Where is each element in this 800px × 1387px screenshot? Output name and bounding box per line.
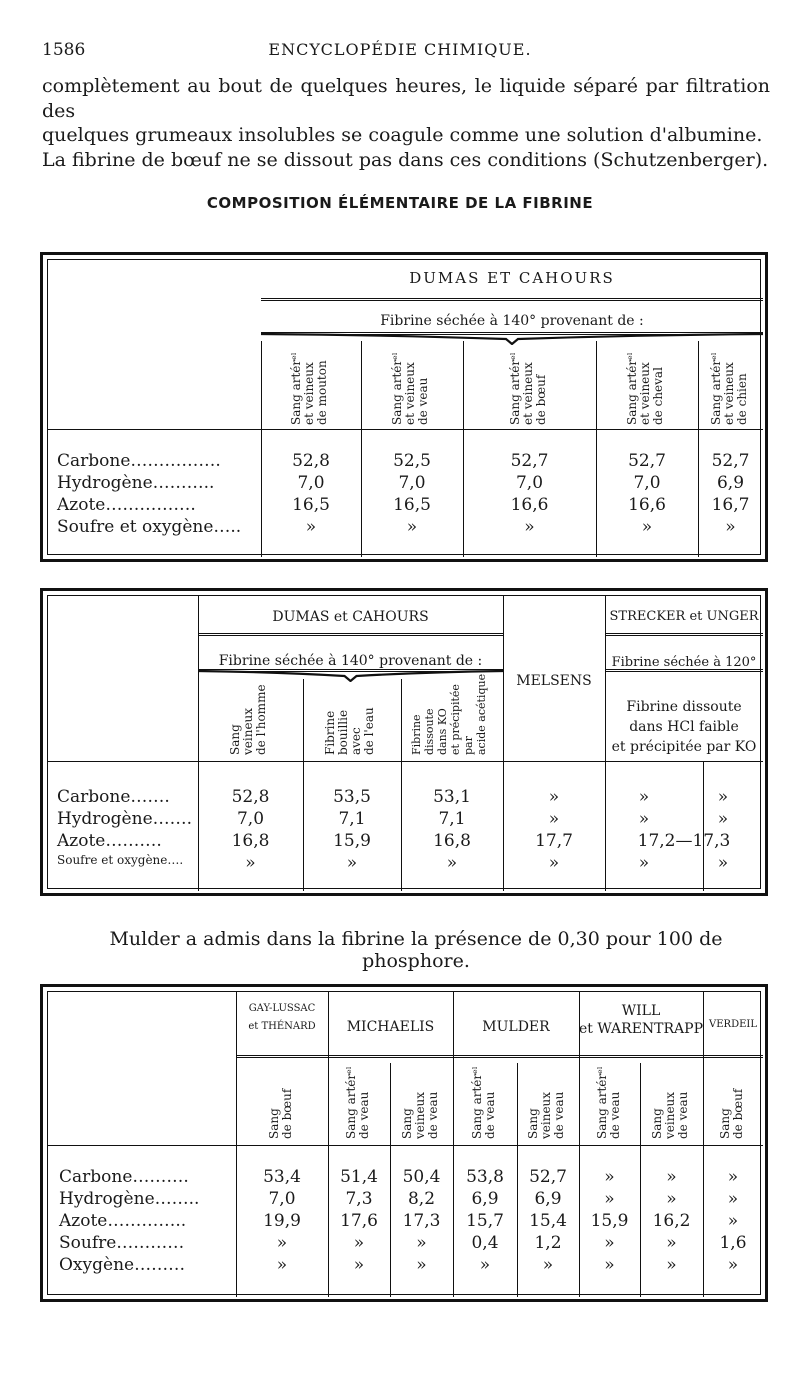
cell-value: 16,8 xyxy=(231,831,270,851)
group-header: MELSENS xyxy=(516,673,592,689)
cell-value: 7,3 xyxy=(345,1189,373,1209)
cell-value: » xyxy=(604,1167,615,1187)
column-header-line: Sang artérᵉˡ xyxy=(625,352,639,425)
column-header xyxy=(527,1069,566,1139)
column-header-line: Sang xyxy=(526,1108,540,1139)
cell-value: 16,5 xyxy=(393,495,431,515)
column-header xyxy=(509,343,548,425)
cell-value: » xyxy=(604,1233,615,1253)
column-header-line: veineux xyxy=(412,1091,427,1139)
cell-value: » xyxy=(353,1255,365,1275)
column-header-line: veineux xyxy=(662,1091,677,1139)
row-label: Hydrogène……….. xyxy=(57,473,215,493)
column-header: Fibrine dissoute xyxy=(626,699,742,715)
column-header-line: Sang xyxy=(228,724,242,755)
column-header-line: dissoute xyxy=(423,708,436,755)
cell-value: 16,2 xyxy=(652,1211,691,1231)
column-header-line: de veau xyxy=(416,377,430,425)
mulder-note: Mulder a admis dans la fibrine la présence de 0,30 pour 100 de phosphore. xyxy=(109,928,723,972)
cell-value: » xyxy=(548,787,560,807)
column-header xyxy=(324,679,376,755)
column-header xyxy=(229,679,268,755)
cell-value: 16,8 xyxy=(433,831,471,851)
cell-value: 52,7 xyxy=(628,451,666,471)
cell-value: 52,7 xyxy=(529,1167,567,1187)
cell-value: 52,7 xyxy=(510,451,549,471)
column-header: et précipitée par KO xyxy=(611,739,757,755)
cell-value: 16,5 xyxy=(292,495,330,515)
cell-value: 15,9 xyxy=(590,1211,629,1231)
sub-header: Fibrine séchée à 120° xyxy=(611,655,757,670)
column-header-line: de veau xyxy=(675,1091,690,1139)
cell-value: » xyxy=(727,1167,739,1187)
cell-value: 51,4 xyxy=(340,1167,378,1187)
cell-value: 16,6 xyxy=(628,495,666,515)
cell-value: » xyxy=(416,1255,427,1275)
double-rule xyxy=(261,298,763,301)
column-header-line: acide acétique xyxy=(475,673,488,755)
cell-value: » xyxy=(548,853,560,873)
cell-value: 53,5 xyxy=(333,787,371,807)
column-header-line: de bœuf xyxy=(280,1088,294,1139)
row-label: Soufre………… xyxy=(59,1233,185,1253)
cell-value: » xyxy=(305,517,317,537)
intro-line: complètement au bout de quelques heures, le liquide séparé par filtration des xyxy=(42,75,770,122)
cell-value: » xyxy=(353,1233,365,1253)
cell-value: 50,4 xyxy=(402,1167,441,1187)
column-header-line: Sang artérᵉˡ xyxy=(344,1066,358,1139)
column-header xyxy=(344,1066,371,1139)
table-authors xyxy=(40,984,768,1302)
column-header-line: et veineux xyxy=(721,362,736,425)
group-header: VERDEIL xyxy=(709,1019,757,1030)
cell-value: 17,3 xyxy=(402,1211,441,1231)
column-header-line: Sang artérᵉˡ xyxy=(289,352,303,425)
cell-value: » xyxy=(717,809,729,829)
cell-value: » xyxy=(479,1255,491,1275)
sub-header: Fibrine séchée à 140° provenant de : xyxy=(218,653,483,669)
table-dumas-cahours xyxy=(40,252,768,562)
column-header-line: et veineux xyxy=(302,362,316,425)
row-rule xyxy=(47,761,763,762)
table-comparative xyxy=(40,588,768,896)
column-header-line: Sang xyxy=(267,1108,281,1139)
column-header xyxy=(268,1069,294,1139)
page-number: 1586 xyxy=(42,40,86,60)
running-header xyxy=(40,40,760,64)
cell-value: » xyxy=(542,1255,554,1275)
column-header-line: Sang artérᵉˡ xyxy=(507,352,522,425)
row-rule xyxy=(47,429,763,430)
double-rule xyxy=(198,633,503,636)
cell-value: » xyxy=(548,809,560,829)
column-header-line: Sang artérᵉˡ xyxy=(594,1066,609,1139)
cell-value: » xyxy=(604,1189,615,1209)
cell-value: 7,1 xyxy=(438,809,466,829)
column-header-line: de chien xyxy=(734,373,749,425)
cell-value: 17,6 xyxy=(340,1211,378,1231)
cell-value: 16,6 xyxy=(510,495,549,515)
cell-value: » xyxy=(666,1167,677,1187)
cell-value: » xyxy=(245,853,256,873)
row-label: Soufre et oxygène…. xyxy=(57,853,184,867)
cell-value: 19,9 xyxy=(263,1211,301,1231)
column-header-line: de veau xyxy=(483,1091,497,1139)
column-header-line: de l'eau xyxy=(362,707,376,755)
column-header-line: veineux xyxy=(539,1091,553,1139)
column-header-line: Sang artérᵉˡ xyxy=(470,1066,484,1139)
group-header: WILL xyxy=(621,1003,661,1019)
cell-value: 52,8 xyxy=(231,787,270,807)
cell-value: » xyxy=(406,517,418,537)
row-label: Hydrogène…….. xyxy=(59,1189,200,1209)
cell-value: 15,7 xyxy=(466,1211,504,1231)
column-header-line: Sang artérᵉˡ xyxy=(390,352,404,425)
cell-value: » xyxy=(641,517,653,537)
cell-value: 7,0 xyxy=(268,1189,296,1209)
column-header-line: de bœuf xyxy=(731,1088,745,1139)
intro-line: La fibrine de bœuf ne se dissout pas dans ces conditions (Schutzenberger). xyxy=(42,148,769,171)
column-header-line: et précipitée xyxy=(449,684,462,755)
group-header: MICHAELIS xyxy=(346,1019,435,1035)
group-header: DUMAS ET CAHOURS xyxy=(409,269,615,287)
row-label: Oxygène……… xyxy=(59,1255,186,1275)
cell-value: » xyxy=(727,1255,739,1275)
column-header-line: de veau xyxy=(607,1091,622,1139)
cell-value: 15,4 xyxy=(529,1211,567,1231)
cell-value: » xyxy=(727,1189,739,1209)
cell-value: » xyxy=(416,1233,427,1253)
section-title: COMPOSITION ÉLÉMENTAIRE DE LA FIBRINE xyxy=(206,194,594,212)
column-header-line: de veau xyxy=(425,1091,440,1139)
column-header-line: Sang xyxy=(399,1108,414,1139)
cell-value: 6,9 xyxy=(471,1189,499,1209)
double-rule xyxy=(605,633,763,636)
cell-value: » xyxy=(638,787,650,807)
group-header: et WARENTRAPP xyxy=(579,1021,704,1037)
row-label: Carbone……. xyxy=(57,787,170,807)
cell-value: 0,4 xyxy=(471,1233,499,1253)
cell-value: » xyxy=(717,787,729,807)
cell-value: » xyxy=(276,1255,288,1275)
column-header-line: et veineux xyxy=(403,362,417,425)
group-header: et THÉNARD xyxy=(248,1021,316,1032)
row-label: Hydrogène……. xyxy=(57,809,193,829)
column-header-line: dans KO xyxy=(436,708,449,755)
sub-header: Fibrine séchée à 140° provenant de : xyxy=(380,313,644,329)
column-header xyxy=(470,1066,497,1139)
column-header-line: bouillie xyxy=(336,709,350,755)
double-rule xyxy=(236,1055,763,1058)
cell-value: 1,6 xyxy=(719,1233,747,1253)
running-title: ENCYCLOPÉDIE CHIMIQUE. xyxy=(268,40,532,59)
cell-value: » xyxy=(666,1189,677,1209)
cell-value: » xyxy=(638,853,650,873)
cell-value: » xyxy=(446,853,458,873)
cell-value: 1,2 xyxy=(534,1233,562,1253)
intro-line: quelques grumeaux insolubles se coagule comme une solution d'albumine. xyxy=(42,124,763,146)
column-header xyxy=(410,673,488,755)
intro-paragraph xyxy=(42,74,770,172)
column-header-line: de veau xyxy=(552,1091,566,1139)
column-header xyxy=(594,1066,622,1139)
cell-value: 53,4 xyxy=(263,1167,301,1187)
column-header-line: de veau xyxy=(357,1091,371,1139)
column-header-line: et veineux xyxy=(520,362,535,425)
column-header-line: avec xyxy=(349,727,363,755)
column-header-line: Sang artérᵉˡ xyxy=(708,352,723,425)
group-header: STRECKER et UNGER xyxy=(609,609,759,624)
cell-value: » xyxy=(725,517,736,537)
cell-value: 6,9 xyxy=(716,473,745,493)
column-header-line: de bœuf xyxy=(533,374,548,425)
column-header xyxy=(391,343,430,425)
cell-value: 7,0 xyxy=(633,473,661,493)
column-header xyxy=(719,1069,745,1139)
cell-value: 53,1 xyxy=(433,787,471,807)
cell-value: » xyxy=(717,853,729,873)
cell-value: 6,9 xyxy=(534,1189,562,1209)
cell-value: » xyxy=(666,1255,677,1275)
column-header xyxy=(626,343,665,425)
row-label: Azote……………. xyxy=(57,495,196,515)
cell-value: » xyxy=(346,853,358,873)
cell-value: 17,2—17,3 xyxy=(637,831,731,851)
cell-value: 17,7 xyxy=(535,831,573,851)
cell-value: 7,0 xyxy=(398,473,426,493)
row-label: Soufre et oxygène….. xyxy=(57,517,242,537)
column-header-line: de cheval xyxy=(651,367,665,425)
column-header-line: Sang xyxy=(649,1108,664,1139)
row-label: Azote………. xyxy=(57,831,162,851)
cell-value: » xyxy=(276,1233,288,1253)
group-header: MULDER xyxy=(482,1019,550,1035)
column-header-line: de l'homme xyxy=(254,684,268,755)
cell-value: » xyxy=(524,517,535,537)
group-header: DUMAS et CAHOURS xyxy=(272,609,429,625)
cell-value: 16,7 xyxy=(711,495,750,515)
cell-value: 8,2 xyxy=(407,1189,436,1209)
cell-value: 7,0 xyxy=(236,809,265,829)
column-header-line: Fibrine xyxy=(410,714,423,755)
column-header: dans HCl faible xyxy=(629,719,739,735)
column-header xyxy=(651,1069,690,1139)
cell-value: 52,5 xyxy=(393,451,431,471)
column-header-line: Sang xyxy=(718,1108,732,1139)
row-label: Carbone……………. xyxy=(57,451,221,471)
column-header xyxy=(401,1069,440,1139)
cell-value: 52,8 xyxy=(292,451,330,471)
cell-value: » xyxy=(666,1233,677,1253)
column-header-line: par xyxy=(462,736,475,755)
cell-value: 7,1 xyxy=(338,809,366,829)
cell-value: 7,0 xyxy=(515,473,544,493)
cell-value: 7,0 xyxy=(297,473,325,493)
column-header-line: veineux xyxy=(241,707,255,755)
row-label: Azote………….. xyxy=(59,1211,187,1231)
cell-value: » xyxy=(638,809,650,829)
row-rule xyxy=(47,1145,763,1146)
column-header xyxy=(710,343,749,425)
column-header-line: Fibrine xyxy=(323,710,337,755)
group-header: GAY-LUSSAC xyxy=(248,1003,316,1014)
row-label: Carbone………. xyxy=(59,1167,189,1187)
column-header-line: de mouton xyxy=(315,360,329,425)
column-header-line: et veineux xyxy=(638,362,652,425)
cell-value: 53,8 xyxy=(466,1167,504,1187)
cell-value: 52,7 xyxy=(711,451,750,471)
cell-value: 15,9 xyxy=(333,831,371,851)
cell-value: » xyxy=(727,1211,739,1231)
column-header xyxy=(290,343,329,425)
cell-value: » xyxy=(604,1255,615,1275)
